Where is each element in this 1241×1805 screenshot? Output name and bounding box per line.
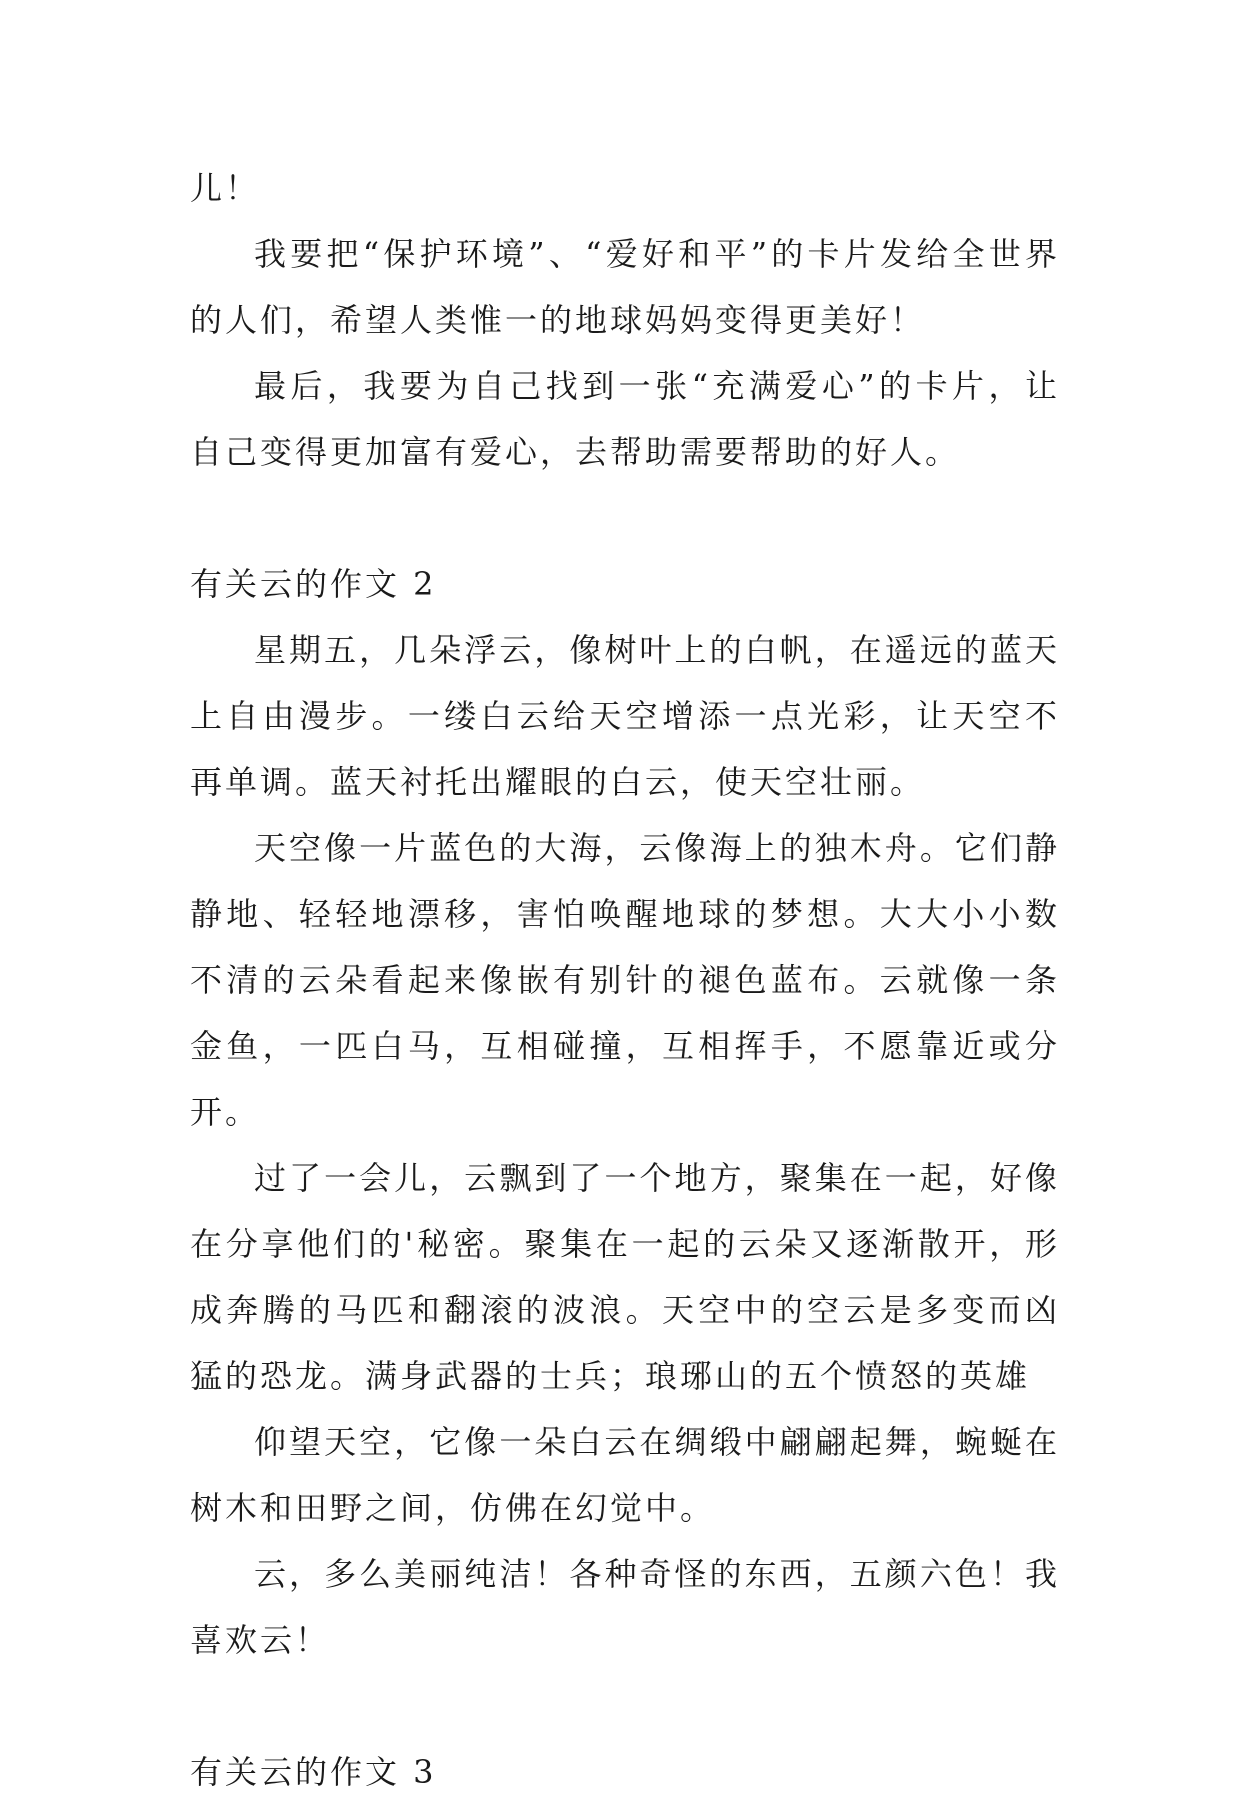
document-body xyxy=(190,155,1060,1805)
paragraph: 过了一会儿，云飘到了一个地方，聚集在一起，好像在分享他们的'秘密。聚集在一起的云朵又逐渐散开，形成奔腾的马匹和翻滚的波浪。天空中的空云是多变而凶猛的恐龙。满身武器的士兵；琅琊山的五个愤怒的英雄 xyxy=(190,1159,1060,1395)
paragraph: 最后，我要为自己找到一张“充满爱心”的卡片，让自己变得更加富有爱心，去帮助需要帮助的好人。 xyxy=(190,367,1060,471)
section-heading: 有关云的作文 2 xyxy=(190,565,437,603)
section-heading: 有关云的作文 3 xyxy=(190,1753,437,1791)
paragraph: 天空像一片蓝色的大海，云像海上的独木舟。它们静静地、轻轻地漂移，害怕唤醒地球的梦想。大大小小数不清的云朵看起来像嵌有别针的褪色蓝布。云就像一条金鱼，一匹白马，互相碰撞，互相挥手，不愿靠近或分开。 xyxy=(190,829,1060,1131)
paragraph: 仰望天空，它像一朵白云在绸缎中翩翩起舞，蜿蜒在树木和田野之间，仿佛在幻觉中。 xyxy=(190,1423,1060,1527)
paragraph: 星期五，几朵浮云，像树叶上的白帆，在遥远的蓝天上自由漫步。一缕白云给天空增添一点光彩，让天空不再单调。蓝天衬托出耀眼的白云，使天空壮丽。 xyxy=(190,631,1060,801)
paragraph-continuation: 儿！ xyxy=(190,169,261,207)
paragraph: 我要把“保护环境”、“爱好和平”的卡片发给全世界的人们，希望人类惟一的地球妈妈变得更美好！ xyxy=(190,235,1060,339)
paragraph: 云，多么美丽纯洁！各种奇怪的东西，五颜六色！我喜欢云！ xyxy=(190,1555,1060,1659)
